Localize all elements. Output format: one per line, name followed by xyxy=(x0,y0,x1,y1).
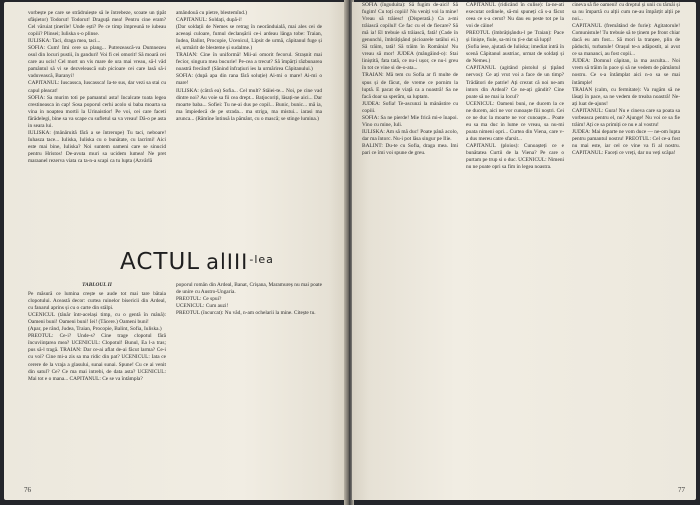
text-block: CAPITANUL (ridicând în culise): Ia-ne-ati executat ordinele, să-mi spuneți că s-a făcut ceea ce s-a cerut? Nu dau eu peste tot pe la voi de câine! xyxy=(466,2,564,30)
text-block: CAPITANUL (ploios): Cunoașteți ce e bunătatea Curtii de la Viena? Pe care o purtam pe trup si o duc. UCENICUL: Nimeni nu ne poate opri sa fim in legea noastra. xyxy=(466,142,564,171)
act-number: III xyxy=(226,250,249,274)
text-block: Pe măsură ce lumina crește se aude tot mai tare bătaia clopotului. Această decor: curtea ruinelor bisericii din Ardeal, cu fanarul aprins și cu o carte din stâlpi. xyxy=(28,291,166,312)
text-block: (Apar, pe rând, Judea, Traian, Procopie, Balint, Sofia, Iuliska.) xyxy=(28,326,162,333)
text-block: (Sofia iese, ajutată de Iuliska; imediat intră în scenă Căpitanul austriac, urmat de soldați și de Nemes.) xyxy=(466,44,564,65)
tableau-title: TABLOUL II xyxy=(82,282,112,288)
text-block: CAPITANUL (agitând pistolul și țipând nervos): Ce ați vrut voi a face de un timp? Trădători de patrie! Ați crezut că noi ne-am intors din Ardeal? Ce ne-ați gândit? Cine poate să ne mai ia locul? xyxy=(466,65,564,100)
text-block: cineva să fie oameni! cu dreptul și unii cu tărnâi și sa nu împartă cu alții cum ne-au împărțit alții pe noi... xyxy=(572,2,680,23)
text-block: PREOTUL (încurcat): Nu văd, n-am ochelarii la mine. Citește tu. xyxy=(176,310,316,317)
right-page xyxy=(352,2,696,500)
text-block: SOFIA: Sa murim toti pe pamantul asta! Incalcate toata legea crestineasca in cap! Sosa poporul cerhi acolo si baba moarta sa vina in noaptea mortii la Urinaistior! Pe voi, cei care faceti fărădelegi, bine sa va scape cu sufletul sa va vreau! Dă-o pe asta in seara lui. xyxy=(28,94,166,129)
text-block: SOFIA: Cum! Imi cere sa plang... Putrezească-va Dumnezeu osul din locuri pustii, în ganduri! Voi fi cei omorit! Să moară cei care au ucis! Cel mort un vis mare de ura mai vreau, să-l văd pamântul să vi se dezvelească sub picioare cei care lasă să-i vaduvească, Baranyi! xyxy=(28,45,166,80)
text-block: CAPITANUL: Gura! Nu e cineva care sa poata sa vorbeasca pentru el, nu? Ajunge! Nu voi ce sa fie trăim! Ați ce sa primiți ce nu e al vostru! xyxy=(572,107,680,128)
left-column-3 xyxy=(28,282,166,487)
text-block: PREOTUL: Ce spui? xyxy=(176,296,222,303)
text-block: amândouă cu pietre, blestemînd.) xyxy=(176,10,248,16)
text-block: poporul român din Ardeal, Banat, Crișana, Maramureș nu mai poate de unire cu Austro-Ungaria. xyxy=(176,282,322,296)
text-block: BALINT: Du-te cu Sofia, draga mea. Imi pari ce îmi voi spune de greu. xyxy=(362,142,458,156)
text-block: SOFIA (înguduita): Să fugim de-aici! Să fugim! Cu toți copiii! Nu veniți voi la mine! Vreau să trăiesc! (Disperată.) Ca a-mi trăiască copilul! Ce fac cu el de fiecare? Să mă ia! El trebuie să trăiască, fată! (Cade în genunchi, îmbrățișând picioarele tatălui ei.) Să trăim, tată! Să trăim în România! Nu vreau să mor! JUDEA (mângâind-o): Stai liniștită, fata tată, ce nu-i ușor, ce nu-i greu în tot ce vine si de-o-ata... xyxy=(362,2,458,72)
left-page xyxy=(4,2,346,500)
text-block: SOFIA: Sa ne pierde! Mie frică mi-e înapoi. Vino cu mine, Iuli. xyxy=(362,114,458,128)
text-block: TRAIAN (calm, cu fermitate): Va rugăm să ne lăsați în pace, sa ne vedem de treaba noastră! Ne-ați luat de-ajuns! xyxy=(572,86,680,107)
text-block: TRAIAN: Mă tem cu Sofia ar fi multe de spus și de făcut, de vreme ce pornim la luptă. E pacat de viață ca a noastră! Sa ne facă doar sa sperăm, sa luptam. xyxy=(362,72,458,100)
text-block: IULISKA: (cătră ea) Sofia... Cel mult? Stăiei-te... Noi, pe cine vad dintre noi? Au voie sa fii cea drept... Batjocoriți, lăsați-ne aici... Dar moarte baba... Sofiei: Tu ne-ai dus pe copil... Bunic, bunic... mă ia, ma împiedecă de pe strada... ma striga, ma mistui... iarasi ma arunca... (Rămîne întinsă la pământ, cu o mască; se stinge lumina.) xyxy=(176,87,322,122)
text-block: CAPITANUL: Soldați, după-i! xyxy=(176,17,242,24)
text-block: CAPITANUL: Iuscassca, Iuscassca! Ia-te sus, dar vezi sa stai cu capul pleacat! xyxy=(28,80,166,94)
text-block: PREOTUL (îmbrățișându-l pe Traian): Pace și liniște, fiule, sa-mi tu ți-e dat să lupți! xyxy=(466,30,564,44)
text-block: IULISKA: (mânâruită fără a se întrerupe) Tu taci, neboare! Iuhasza tace... Iuliska, Iuliska cu o bunătate, cu lacrimi! Aici este mai bine, Iuliska? Noi suntem oameni care se sinucid pentru Hristos! De-avuta muri sa ucidem lumea! Ne pret maraanel rezerva viata ca ta-n-a scapi ca tu lupta (Azvârlă xyxy=(28,129,166,164)
left-column-1 xyxy=(28,10,166,252)
act-al: al xyxy=(206,250,227,274)
text-block: JUDEA: Domnul căpitan, ia ma asculta... Noi vrem să trăim în pace și să ne vedem de pământul nostru. Ce s-a întâmplat aici n-o sa se mai întâmple! xyxy=(572,58,680,86)
text-block: (Dar soldații de Nemes se retrag în neorânduială, mai ales cei de aceeași culoare, fumul declanșării ce-i ardeau lânga tobe: Traian, Iudea, Balint, Procopie, Ucenicul, Lipsit de urmă, căpitanul fuge și el, urmărit de blesteme și sudalme.) xyxy=(176,24,322,52)
text-block: UCENICUL (tânăr într-același timp, cu o gentă în mână): Oameni buni! Oameni buni! Iei! (Tăcere.) Oameni buni! xyxy=(28,312,166,326)
text-block: JUDEA: Mai departe ne vom duce — ne-om lupta pentru pamantul nostru! PREOTUL: Cel ce-a fost nu mai este, iar cel ce vine va fi al nostru. CAPITANUL: Faceți ce vreți, dar nu veți scăpa! xyxy=(572,128,680,156)
text-block: PREOTUL: Ce-i? Unde-s? Cine trage clopotul fără încuviințarea mea? UCENICUL: Clopotul! Bunul, Ea l-a tras; pus să-l tragă. TRAIAN: Dar ce-ai aflat de-ai făcut larma? Ce-i cu voi? Cine mi-a zis sa ma ridic din pat? UCENICUL: Iata ce cerere de la vraja a glasului, sunai sunai. Spune! Cu ce ai venit din satul? Ce? Ce ma mai intrebi, de data asta? UCENICUL: Mai tot e o mana... CAPITANUL: Ce se va întâmpla? xyxy=(28,333,166,382)
text-block: TRAIAN: Cine în uniformă! Mii-ai omorit fecorul. Strașnit mai fecior, singura mea bucurie! Pe-cea a trecut? Să împărți răzbunarea noastră frecând! (Sănind înfrațiuri ies la urmărirea Căpitanului.) xyxy=(176,52,322,73)
text-block: SOFIA: (după apa din rana fără soluție) Ai-mi o mare! Ai-mi o mare! xyxy=(176,73,322,87)
right-column-3 xyxy=(572,2,680,487)
right-column-1 xyxy=(362,2,458,487)
act-heading xyxy=(120,249,340,277)
left-column-4 xyxy=(176,282,322,487)
text-block: UCENICUL: Oameni buni, ne ducem la ce ne ducem, aici ne vor cunoaște fiii noștri. Cei ce ne duc la moarte ne vor cunoaște... Poate eu sa ma duc in lume ce vreau, sa nu-mi poata nimeni opri... Curtea din Viena, care v-a dus mereu catre sfarsit... xyxy=(466,100,564,142)
left-column-2 xyxy=(176,10,322,246)
right-column-2 xyxy=(466,2,564,487)
text-block: CAPITANUL (fremătând de furie): Agitatorule! Comunistule! Tu trebuie să te ținem pe front chiar dacă eu am fost... Să mori la tranșee, plin de păduchi, turbatule! Orașul te-a adăpostit, ai avut ce sa mananci, au fost copii... xyxy=(572,23,680,58)
text-block: JUDEA: Sofia! Te-ascunzi la mânăstire cu copiii. xyxy=(362,100,458,114)
text-block: IULISKA: Taci, draga mea, taci... xyxy=(28,38,101,45)
act-suffix: -lea xyxy=(249,252,274,266)
page-number-left: 76 xyxy=(24,486,31,494)
text-block: IULISKA: Am să mă duc! Poate până acolo, dar ma întorc. Nu-i pot lăsa singur pe Ilie. xyxy=(362,128,458,142)
act-word: ACTUL xyxy=(120,249,201,275)
page-number-right: 77 xyxy=(678,486,685,494)
text-block: UCENICUL: Cum auzi! xyxy=(176,303,229,310)
text-block: vorbește pe care se strădruiește să le întrebeze, scoate un țipăt sfâșietor) Todorut! Todorut! Draguță mea! Pentru cine eram? Cel văruiat ținerile! Unde ești? Pe ce timp împreună te iubeau copiii? Plinsei; Iuliska s-o plinse. xyxy=(28,10,166,38)
